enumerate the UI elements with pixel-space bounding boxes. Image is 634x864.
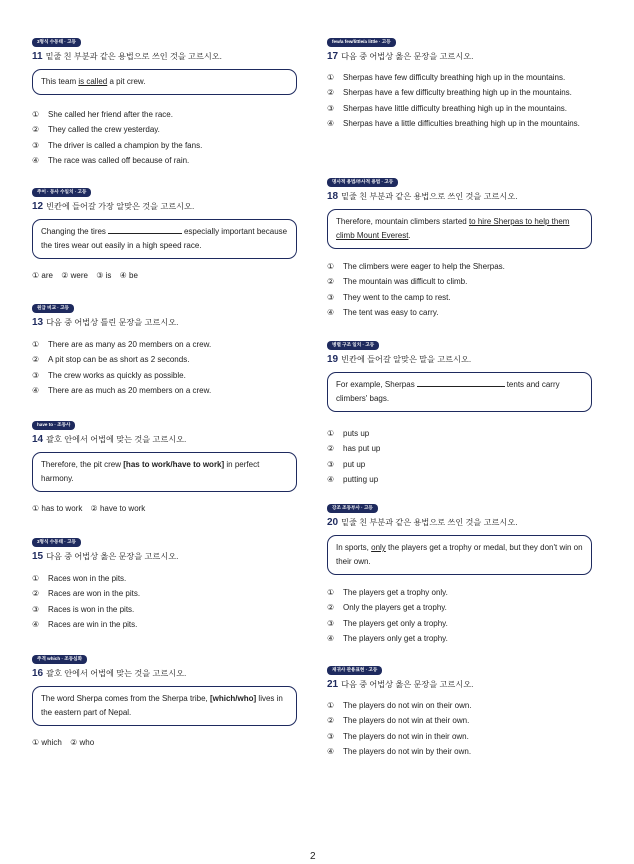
- option-4[interactable]: [327, 118, 602, 129]
- question-prompt: 빈칸에 들어갈 알맞은 말을 고르시오.: [341, 355, 472, 364]
- passage-text: .: [408, 231, 411, 240]
- question-tag: 재귀사 관용표현 · 고등: [327, 666, 382, 675]
- option-marker: ①: [327, 262, 335, 271]
- passage-text: lives in the eastern part of Nepal.: [41, 694, 283, 717]
- option-text: putting up: [343, 475, 379, 485]
- option-1[interactable]: [327, 426, 602, 441]
- option-3[interactable]: [32, 138, 307, 153]
- option-4[interactable]: [32, 617, 307, 632]
- option-2[interactable]: [327, 600, 602, 615]
- option-2[interactable]: [32, 586, 307, 601]
- option-text: Sherpas have few difficulty breathing high up in the mountains.: [343, 73, 566, 82]
- option-marker: ③: [327, 618, 335, 628]
- option-text: She called her friend after the race.: [48, 110, 173, 119]
- option-marker: ④: [32, 386, 40, 396]
- passage-box: [327, 535, 592, 575]
- option-text: The players get a trophy only.: [343, 588, 448, 597]
- option-text: The players do not win at their own.: [343, 716, 470, 726]
- passage-text: the players get a trophy or medal, but they don't win on their own.: [336, 543, 583, 566]
- question-prompt: 밑줄 친 부분과 같은 용법으로 쓰인 것을 고르시오.: [341, 192, 518, 201]
- question-number: 11: [32, 51, 43, 62]
- option-list: [32, 270, 307, 282]
- option-1[interactable]: [32, 571, 307, 586]
- passage-text: In sports,: [336, 543, 372, 552]
- passage-text: Changing the tires: [41, 227, 106, 236]
- option-marker: ②: [327, 88, 335, 98]
- option-text: has to work: [41, 504, 83, 513]
- passage-text: in perfect harmony.: [41, 460, 260, 483]
- option-marker: ④: [327, 119, 335, 129]
- option-2[interactable]: [91, 504, 146, 513]
- passage-text: Therefore, the pit crew: [41, 460, 124, 469]
- option-marker: ①: [32, 504, 40, 513]
- option-3[interactable]: [327, 616, 602, 631]
- option-1[interactable]: [327, 70, 602, 85]
- option-1[interactable]: [327, 698, 602, 713]
- option-text: The players do not win by their own.: [343, 747, 472, 757]
- option-list: [32, 337, 307, 399]
- option-list: [327, 70, 602, 129]
- question-19: [327, 333, 602, 488]
- question-title: [327, 354, 602, 366]
- option-list: [327, 259, 602, 321]
- option-marker: ②: [327, 277, 335, 287]
- option-text: be: [129, 271, 138, 280]
- question-prompt: 다음 중 어법상 틀린 문장을 고르시오.: [46, 318, 179, 327]
- option-marker: ④: [327, 475, 335, 485]
- page-number: 2: [310, 851, 316, 862]
- option-2[interactable]: [327, 274, 602, 289]
- underlined-phrase: to hire Sherpas to help them climb Mount Everest: [336, 217, 570, 240]
- option-marker: ②: [90, 504, 98, 513]
- passage-box: [327, 372, 592, 412]
- option-1[interactable]: [327, 585, 602, 600]
- option-4[interactable]: [327, 305, 602, 320]
- option-text: is: [105, 271, 112, 280]
- question-prompt: 다음 중 어법상 옳은 문장을 고르시오.: [341, 680, 474, 689]
- option-marker: ④: [327, 634, 335, 644]
- question-title: [32, 668, 307, 680]
- passage-text: Therefore, mountain climbers started: [336, 217, 469, 226]
- option-marker: ①: [327, 588, 335, 597]
- option-marker: ②: [327, 603, 335, 613]
- question-prompt: 밑줄 친 부분과 같은 용법으로 쓰인 것을 고르시오.: [45, 52, 222, 61]
- option-marker: ①: [32, 738, 40, 747]
- option-3[interactable]: [96, 271, 111, 280]
- question-prompt: 다음 중 어법상 옳은 문장을 고르시오.: [46, 552, 179, 561]
- question-tag: few/a few/little/a little · 고등: [327, 38, 396, 47]
- option-marker: ①: [327, 701, 335, 710]
- question-prompt: 다음 중 어법상 옳은 문장을 고르시오.: [341, 52, 474, 61]
- question-12: [32, 180, 307, 282]
- option-marker: ②: [32, 589, 40, 599]
- option-2[interactable]: [327, 713, 602, 728]
- option-1[interactable]: [32, 107, 307, 122]
- option-1[interactable]: [327, 259, 602, 274]
- option-marker: ②: [327, 444, 335, 454]
- option-marker: ③: [96, 271, 104, 280]
- option-text: which: [41, 738, 62, 747]
- option-marker: ①: [32, 340, 40, 349]
- option-4[interactable]: [327, 472, 602, 487]
- passage-box: [32, 219, 297, 259]
- question-title: [327, 517, 602, 529]
- option-1[interactable]: [32, 738, 62, 747]
- option-2[interactable]: [327, 87, 602, 98]
- option-marker: ①: [32, 271, 40, 280]
- question-16: [32, 647, 307, 749]
- question-tag: 병렬 구조 일치 · 고등: [327, 341, 379, 350]
- option-text: The race was called off because of rain.: [48, 156, 190, 166]
- question-title: [32, 201, 307, 213]
- option-text: They called the crew yesterday.: [48, 125, 160, 135]
- passage-text: a pit crew.: [107, 77, 146, 86]
- question-tag: 주어 · 동사 수일치 · 고등: [32, 188, 91, 197]
- option-3[interactable]: [327, 457, 602, 472]
- option-text: There are as many as 20 members on a crew.: [48, 340, 212, 349]
- option-text: Races are won in the pits.: [48, 589, 141, 599]
- passage-box: [327, 209, 592, 249]
- option-text: Races is won in the pits.: [48, 604, 135, 614]
- option-marker: ③: [327, 731, 335, 741]
- question-prompt: 괄호 안에서 어법에 맞는 것을 고르시오.: [46, 669, 187, 678]
- question-title: [32, 551, 307, 563]
- option-3[interactable]: [32, 602, 307, 617]
- question-number: 13: [32, 317, 44, 328]
- option-text: The crew works as quickly as possible.: [48, 370, 186, 380]
- option-text: They went to the camp to rest.: [343, 292, 451, 302]
- option-marker: ①: [32, 574, 40, 583]
- option-4[interactable]: [32, 153, 307, 168]
- option-text: Sherpas have little difficulty breathing high up in the mountains.: [343, 103, 567, 113]
- option-4[interactable]: [327, 744, 602, 759]
- question-18: [327, 170, 602, 321]
- option-text: Only the players get a trophy.: [343, 603, 447, 613]
- option-marker: ③: [32, 604, 40, 614]
- question-number: 17: [327, 51, 339, 62]
- question-tag: 명사적 용법/부사적 용법 · 고등: [327, 178, 398, 187]
- option-text: The players get only a trophy.: [343, 618, 448, 628]
- answer-blank: [108, 225, 182, 234]
- question-number: 14: [32, 434, 44, 445]
- answer-blank: [417, 378, 505, 387]
- option-4[interactable]: [327, 631, 602, 646]
- question-number: 16: [32, 668, 44, 679]
- option-4[interactable]: [120, 271, 138, 280]
- question-number: 12: [32, 201, 44, 212]
- question-11: [32, 30, 307, 169]
- question-21: [327, 658, 602, 760]
- option-text: who: [79, 738, 95, 747]
- option-text: A pit stop can be as short as 2 seconds.: [48, 355, 190, 365]
- question-17: [327, 30, 602, 132]
- question-prompt: 괄호 안에서 어법에 맞는 것을 고르시오.: [46, 435, 187, 444]
- option-1[interactable]: [32, 337, 307, 352]
- question-20: [327, 496, 602, 647]
- question-title: [327, 679, 602, 691]
- question-14: [32, 413, 307, 515]
- option-text: The players only get a trophy.: [343, 634, 448, 644]
- question-number: 18: [327, 191, 339, 202]
- option-2[interactable]: [70, 738, 94, 747]
- question-13: [32, 296, 307, 399]
- option-list: [32, 737, 307, 749]
- option-text: were: [70, 271, 88, 280]
- option-1[interactable]: [32, 504, 82, 513]
- option-2[interactable]: [32, 352, 307, 367]
- passage-text: tents and carry climbers' bags.: [336, 380, 560, 403]
- option-text: Races are win in the pits.: [48, 620, 138, 630]
- option-list: [32, 503, 307, 515]
- question-title: [32, 317, 307, 329]
- passage-text: The word Sherpa comes from the Sherpa tribe,: [41, 694, 210, 703]
- underlined-phrase: only: [371, 543, 386, 552]
- passage-box: [32, 69, 297, 95]
- question-tag: 강조 조동부사 · 고등: [327, 504, 378, 513]
- option-marker: ④: [327, 308, 335, 318]
- option-4[interactable]: [32, 383, 307, 398]
- option-marker: ③: [32, 140, 40, 150]
- option-marker: ④: [32, 156, 40, 166]
- option-text: There are as much as 20 members on a crew.: [48, 386, 212, 396]
- option-marker: ②: [32, 125, 40, 135]
- option-3[interactable]: [327, 101, 602, 116]
- option-list: [327, 698, 602, 760]
- option-marker: ③: [327, 292, 335, 302]
- question-15: [32, 530, 307, 633]
- option-2[interactable]: [32, 122, 307, 137]
- option-list: [32, 571, 307, 633]
- question-number: 20: [327, 517, 339, 528]
- passage-box: [32, 452, 297, 492]
- option-marker: ②: [61, 271, 69, 280]
- question-number: 19: [327, 354, 339, 365]
- option-marker: ①: [32, 110, 40, 119]
- option-list: [327, 426, 602, 488]
- option-text: Sherpas have a little difficulties breathing high up in the mountains.: [343, 119, 580, 129]
- option-marker: ④: [327, 747, 335, 757]
- bracket-choice: [which/who]: [209, 694, 257, 703]
- question-title: [32, 434, 307, 446]
- option-text: Sherpas have a few difficulty breathing high up in the mountains.: [343, 88, 572, 98]
- option-marker: ③: [32, 370, 40, 380]
- question-tag: 3형식 수동태 · 고등: [32, 38, 81, 47]
- question-title: [32, 51, 307, 63]
- option-marker: ①: [327, 429, 335, 438]
- question-prompt: 빈칸에 들어갈 가장 알맞은 것을 고르시오.: [46, 202, 195, 211]
- option-list: [32, 107, 307, 169]
- question-tag: have to · 조동사: [32, 421, 75, 430]
- option-marker: ④: [32, 620, 40, 630]
- passage-box: [32, 686, 297, 726]
- passage-text: especially important because the tires wear out easily in a high speed race.: [41, 227, 288, 250]
- passage-text: For example, Sherpas: [336, 380, 415, 389]
- passage-text: This team: [41, 77, 79, 86]
- option-marker: ②: [70, 738, 78, 747]
- option-text: The climbers were eager to help the Sherpas.: [343, 262, 505, 271]
- option-marker: ③: [327, 459, 335, 469]
- question-tag: 원급 비교 · 고등: [32, 304, 74, 313]
- option-marker: ③: [327, 103, 335, 113]
- question-number: 15: [32, 551, 44, 562]
- option-text: The tent was easy to carry.: [343, 308, 439, 318]
- option-marker: ②: [32, 355, 40, 365]
- question-title: [327, 191, 602, 203]
- option-1[interactable]: [32, 271, 53, 280]
- question-tag: 주격 which · 조동심화: [32, 655, 87, 664]
- option-2[interactable]: [61, 271, 88, 280]
- question-tag: 3형식 수동태 · 고등: [32, 538, 81, 547]
- question-number: 21: [327, 679, 339, 690]
- option-list: [327, 585, 602, 647]
- option-text: has put up: [343, 444, 381, 454]
- option-text: put up: [343, 459, 366, 469]
- option-text: have to work: [99, 504, 146, 513]
- option-text: Races won in the pits.: [48, 574, 127, 583]
- bracket-choice: [has to work/have to work]: [123, 460, 225, 469]
- option-text: The players do not win in their own.: [343, 731, 469, 741]
- option-text: The players do not win on their own.: [343, 701, 472, 710]
- option-text: puts up: [343, 429, 370, 438]
- option-text: The mountain was difficult to climb.: [343, 277, 468, 287]
- option-marker: ①: [327, 73, 335, 82]
- option-marker: ②: [327, 716, 335, 726]
- option-3[interactable]: [327, 729, 602, 744]
- option-3[interactable]: [32, 368, 307, 383]
- question-prompt: 밑줄 친 부분과 같은 용법으로 쓰인 것을 고르시오.: [341, 518, 518, 527]
- question-title: [327, 51, 602, 63]
- underlined-phrase: is called: [78, 77, 108, 86]
- option-text: The driver is called a champion by the fans.: [48, 140, 203, 150]
- option-2[interactable]: [327, 441, 602, 456]
- option-marker: ④: [119, 271, 127, 280]
- option-3[interactable]: [327, 290, 602, 305]
- option-text: are: [41, 271, 53, 280]
